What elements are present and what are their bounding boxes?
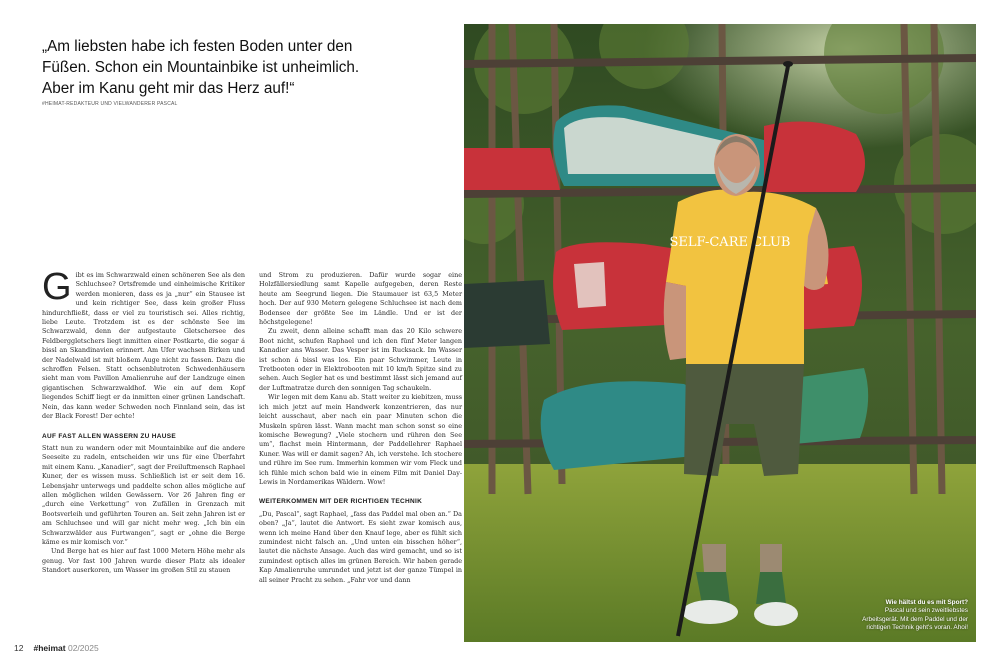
intro-text: ibt es im Schwarzwald einen schöneren See als den Schluchsee? Ortsfremde und einheimische Kritiker werden monieren, dass es ja „nur“ ein Stausee ist und kein richtiger See, dass kein großer Fluss hindurchfließt, dass er viel zu touristisch sei. Alles richtig, liebe Leute. Trotzdem ist es der schönste See im Schwarzwald, denn der aufgestaute Gletschersee des Feldberggletschers liegt inmitten einer Postkarte, die sogar á bissl an Skandinavien erinnert. Am Ufer wachsen Birken und der Nadelwald ist mit bloßem Auge nicht zu fassen. Dazu die schroffen Felsen. Statt ochsenblutroten Schwedenhäusern sieht man vom Pavillon Amalienruhe auf der Landzuge einen gigantischen Schwarzwaldhof. Wie ein auf dem Kopf liegendes Schiff liegt er da inmitten einer grünen Landschaft. Nein, das kann weder Schweden noch Finnland sein, das ist der Black Forest! Der echte! [42,271,245,421]
body-paragraph: Zu zweit, denn alleine schafft man das 20 Kilo schwere Boot nicht, schufen Raphael und ich den fünf Meter langen Kanadier ans Wasser. Das Vesper ist im Rucksack. Im Wasser ist schon á bissl was los. Ein paar Schwimmer, Leute in Tretbooten oder in Elektrobooten mit 10 km/h Spitze sind zu sehen. Auch Segler hat es und bestimmt lässt sich jemand auf der Luftmatratze durch den sonnigen Tag schaukeln. [259,327,462,392]
caption-title: Wie hältst du es mit Sport? [885,598,968,606]
feature-photo [464,24,976,642]
issue-number: 02/2025 [67,643,99,653]
sneaker-right [754,602,798,626]
body-paragraph: „Du, Pascal“, sagt Raphael, „fass das Paddel mal oben an.“ Da oben? „Ja“, lautet die Antwort. Es sieht zwar komisch aus, wenn ich meine Hand über den Knauf lege, aber es fühlt sich zumindest nicht falsch an. „Und unten ein bisschen höher“, lautet die nächste Ansage. Auch das wird gemacht, und so ist zumindest optisch alles im grünen Bereich. Wir haben gerade Kap Amalienruhe umrundet und jetzt ist der ganze Tümpel in all seiner Pracht zu sehen. „Fahr vor und dann [259,509,462,584]
caption-text: Pascal und sein zweitliebstes Arbeitsgerät. Mit dem Paddel und der richtigen Technik geht's voran. Ahoi! [862,607,968,632]
shirt-print: SELF-CARE CLUB [669,235,791,250]
body-paragraph: Und Berge hat es hier auf fast 1000 Metern Höhe mehr als genug. Vor fast 100 Jahren wurde dieser Platz als idealer Standort auserkoren, um Wasser im großen Stil zu stauen [42,547,245,575]
sneaker-left [682,600,738,624]
drop-cap: G [42,266,72,308]
article-column-2 [259,271,462,585]
page-number: 12 [14,643,24,653]
body-paragraph: Statt nun zu wandern oder mit Mountainbike auf die andere Seeseite zu radeln, entscheiden wir uns für eine Überfahrt mit einem Kanu. „Kanadier“, sagt der Freiluftmensch Raphael Kuner, der es wissen muss. Schließlich ist er seit dem 16. Lebensjahr unterwegs und paddelte schon alles mögliche auf allen möglichen wilden Gewässern. Vor 26 Jahren fing er „durch eine Verkettung“ von Zufällen in Grenzach mit Bootsverleih und geführten Touren an. Seit zehn Jahren ist er am Schluchsee und will gar nicht mehr weg. „Ich bin ein Schwarzwälder aus Furtwangen“, sagt er „ohne die Berge käme es mir komisch vor.“ [42,443,245,546]
canoe-red-left [464,148,560,190]
intro-paragraph [42,266,245,422]
pull-quote: „Am liebsten habe ich festen Boden unter den Füßen. Schon ein Mountainbike ist unheimlich. Aber im Kanu geht mir das Herz auf!“ [42,38,360,97]
subheading-2: WEITERKOMMEN MIT DER RICHTIGEN TECHNIK [259,498,423,506]
body-paragraph: und Strom zu produzieren. Dafür wurde sogar eine Holzfällersiedlung samt Kapelle aufgegeben, deren Reste heute am Seegrund liegen. Die Staumauer ist 63,5 Meter hoch. Der auf 930 Metern gelegene Schluchsee ist nach dem Bodensee der größte See im Ländle. Und er ist der höchstgelegene! [259,271,462,327]
photo-illustration [464,24,976,642]
canoe-dark-bottom [464,280,550,348]
subheading-1: AUF FAST ALLEN WASSERN ZU HAUSE [42,432,177,440]
photo-caption [858,599,968,633]
magazine-brand: #heimat [33,643,66,653]
body-paragraph: Wir legen mit dem Kanu ab. Statt weiter zu kiebitzen, muss ich mich jetzt auf mein Handwerk konzentrieren, das nur leicht ausschaut, aber nach ein paar Minuten schon die Muskeln spüren lässt. Wann macht man schon sonst so eine komische Bewegung? „Viele stochern und rühren den See um“, flachst mein Hintermann, der Paddellehrer Raphael Kuner. Was will er damit sagen? Ah, ich verstehe. Ich stochere und rühre im See rum. Immerhin kommen wir vom Fleck und ich fühle mich schon bald wie in einem Film mit Daniel Day-Lewis in Nordamerikas Wäldern. Wow! [259,393,462,486]
article-column-1 [42,266,245,576]
canoe-red-top [764,122,865,193]
page-footer [14,643,99,653]
quote-credit: #HEIMAT-REDAKTEUR UND VIELWANDERER PASCAL [42,101,178,107]
